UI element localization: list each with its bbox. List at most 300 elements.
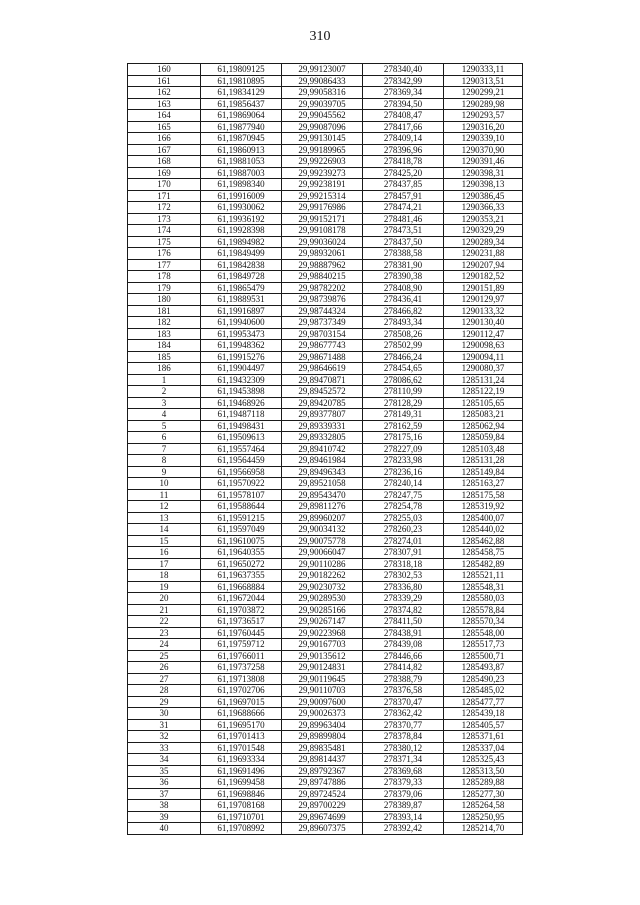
y-coordinate-cell: 1285289,88: [444, 777, 523, 789]
x-coordinate-cell: 278318,18: [363, 558, 444, 570]
x-coordinate-cell: 278388,58: [363, 248, 444, 260]
y-coordinate-cell: 1285214,70: [444, 823, 523, 835]
y-coordinate-cell: 1290353,21: [444, 213, 523, 225]
longitude-cell: 29,99226903: [282, 156, 363, 168]
table-row: [128, 708, 523, 720]
coordinates-table-body: [128, 64, 523, 835]
x-coordinate-cell: 278274,01: [363, 535, 444, 547]
point-number-cell: 175: [128, 236, 201, 248]
longitude-cell: 29,99215314: [282, 190, 363, 202]
latitude-cell: 61,19566958: [201, 466, 282, 478]
longitude-cell: 29,89452572: [282, 386, 363, 398]
point-number-cell: 166: [128, 133, 201, 145]
x-coordinate-cell: 278466,24: [363, 351, 444, 363]
x-coordinate-cell: 278307,91: [363, 547, 444, 559]
table-row: [128, 167, 523, 179]
x-coordinate-cell: 278474,21: [363, 202, 444, 214]
x-coordinate-cell: 278379,06: [363, 788, 444, 800]
latitude-cell: 61,19702706: [201, 685, 282, 697]
point-number-cell: 18: [128, 570, 201, 582]
table-row: [128, 478, 523, 490]
point-number-cell: 163: [128, 98, 201, 110]
x-coordinate-cell: 278436,41: [363, 294, 444, 306]
y-coordinate-cell: 1290182,52: [444, 271, 523, 283]
x-coordinate-cell: 278508,26: [363, 328, 444, 340]
x-coordinate-cell: 278418,78: [363, 156, 444, 168]
table-row: [128, 225, 523, 237]
table-row: [128, 282, 523, 294]
table-row: [128, 616, 523, 628]
point-number-cell: 30: [128, 708, 201, 720]
point-number-cell: 21: [128, 604, 201, 616]
longitude-cell: 29,89377807: [282, 409, 363, 421]
x-coordinate-cell: 278466,82: [363, 305, 444, 317]
point-number-cell: 24: [128, 639, 201, 651]
point-number-cell: 161: [128, 75, 201, 87]
longitude-cell: 29,89410742: [282, 443, 363, 455]
table-row: [128, 547, 523, 559]
longitude-cell: 29,89420785: [282, 397, 363, 409]
latitude-cell: 61,19597049: [201, 524, 282, 536]
table-row: [128, 581, 523, 593]
point-number-cell: 33: [128, 742, 201, 754]
latitude-cell: 61,19737258: [201, 662, 282, 674]
y-coordinate-cell: 1285477,77: [444, 696, 523, 708]
latitude-cell: 61,19870945: [201, 133, 282, 145]
y-coordinate-cell: 1290370,90: [444, 144, 523, 156]
latitude-cell: 61,19650272: [201, 558, 282, 570]
y-coordinate-cell: 1285325,43: [444, 754, 523, 766]
longitude-cell: 29,89960207: [282, 512, 363, 524]
x-coordinate-cell: 278408,47: [363, 110, 444, 122]
table-row: [128, 294, 523, 306]
x-coordinate-cell: 278370,47: [363, 696, 444, 708]
latitude-cell: 61,19916897: [201, 305, 282, 317]
table-row: [128, 512, 523, 524]
point-number-cell: 179: [128, 282, 201, 294]
point-number-cell: 167: [128, 144, 201, 156]
y-coordinate-cell: 1290293,57: [444, 110, 523, 122]
y-coordinate-cell: 1285570,34: [444, 616, 523, 628]
point-number-cell: 19: [128, 581, 201, 593]
point-number-cell: 1: [128, 374, 201, 386]
longitude-cell: 29,99152171: [282, 213, 363, 225]
latitude-cell: 61,19498431: [201, 420, 282, 432]
point-number-cell: 183: [128, 328, 201, 340]
x-coordinate-cell: 278254,78: [363, 501, 444, 513]
longitude-cell: 29,98737349: [282, 317, 363, 329]
longitude-cell: 29,89814437: [282, 754, 363, 766]
table-row: [128, 696, 523, 708]
table-row: [128, 639, 523, 651]
longitude-cell: 29,90034132: [282, 524, 363, 536]
table-row: [128, 213, 523, 225]
latitude-cell: 61,19468926: [201, 397, 282, 409]
y-coordinate-cell: 1290231,88: [444, 248, 523, 260]
table-row: [128, 179, 523, 191]
latitude-cell: 61,19487118: [201, 409, 282, 421]
x-coordinate-cell: 278128,29: [363, 397, 444, 409]
y-coordinate-cell: 1290289,98: [444, 98, 523, 110]
longitude-cell: 29,98887962: [282, 259, 363, 271]
longitude-cell: 29,90285166: [282, 604, 363, 616]
x-coordinate-cell: 278389,87: [363, 800, 444, 812]
latitude-cell: 61,19701548: [201, 742, 282, 754]
table-row: [128, 75, 523, 87]
latitude-cell: 61,19894982: [201, 236, 282, 248]
point-number-cell: 20: [128, 593, 201, 605]
latitude-cell: 61,19688666: [201, 708, 282, 720]
longitude-cell: 29,89700229: [282, 800, 363, 812]
x-coordinate-cell: 278086,62: [363, 374, 444, 386]
point-number-cell: 160: [128, 64, 201, 76]
y-coordinate-cell: 1285264,58: [444, 800, 523, 812]
table-row: [128, 731, 523, 743]
table-row: [128, 742, 523, 754]
x-coordinate-cell: 278236,16: [363, 466, 444, 478]
table-row: [128, 593, 523, 605]
point-number-cell: 6: [128, 432, 201, 444]
latitude-cell: 61,19856437: [201, 98, 282, 110]
longitude-cell: 29,90167703: [282, 639, 363, 651]
point-number-cell: 39: [128, 811, 201, 823]
x-coordinate-cell: 278408,90: [363, 282, 444, 294]
y-coordinate-cell: 1290133,32: [444, 305, 523, 317]
latitude-cell: 61,19928398: [201, 225, 282, 237]
longitude-cell: 29,89521058: [282, 478, 363, 490]
latitude-cell: 61,19672044: [201, 593, 282, 605]
longitude-cell: 29,90182262: [282, 570, 363, 582]
longitude-cell: 29,90223968: [282, 627, 363, 639]
y-coordinate-cell: 1290098,63: [444, 340, 523, 352]
longitude-cell: 29,98744324: [282, 305, 363, 317]
x-coordinate-cell: 278340,40: [363, 64, 444, 76]
y-coordinate-cell: 1285131,24: [444, 374, 523, 386]
x-coordinate-cell: 278302,53: [363, 570, 444, 582]
latitude-cell: 61,19710701: [201, 811, 282, 823]
table-row: [128, 144, 523, 156]
point-number-cell: 5: [128, 420, 201, 432]
latitude-cell: 61,19889531: [201, 294, 282, 306]
y-coordinate-cell: 1290391,46: [444, 156, 523, 168]
latitude-cell: 61,19760445: [201, 627, 282, 639]
x-coordinate-cell: 278502,99: [363, 340, 444, 352]
longitude-cell: 29,89461984: [282, 455, 363, 467]
y-coordinate-cell: 1285103,48: [444, 443, 523, 455]
y-coordinate-cell: 1285337,04: [444, 742, 523, 754]
x-coordinate-cell: 278473,51: [363, 225, 444, 237]
table-row: [128, 409, 523, 421]
table-row: [128, 236, 523, 248]
point-number-cell: 11: [128, 489, 201, 501]
x-coordinate-cell: 278414,82: [363, 662, 444, 674]
y-coordinate-cell: 1285083,21: [444, 409, 523, 421]
x-coordinate-cell: 278378,84: [363, 731, 444, 743]
x-coordinate-cell: 278369,34: [363, 87, 444, 99]
table-row: [128, 627, 523, 639]
longitude-cell: 29,98840215: [282, 271, 363, 283]
x-coordinate-cell: 278162,59: [363, 420, 444, 432]
table-row: [128, 535, 523, 547]
latitude-cell: 61,19640355: [201, 547, 282, 559]
point-number-cell: 26: [128, 662, 201, 674]
longitude-cell: 29,89332805: [282, 432, 363, 444]
y-coordinate-cell: 1285277,30: [444, 788, 523, 800]
point-number-cell: 29: [128, 696, 201, 708]
y-coordinate-cell: 1285493,87: [444, 662, 523, 674]
point-number-cell: 172: [128, 202, 201, 214]
longitude-cell: 29,89963404: [282, 719, 363, 731]
table-row: [128, 133, 523, 145]
latitude-cell: 61,19860913: [201, 144, 282, 156]
latitude-cell: 61,19948362: [201, 340, 282, 352]
table-row: [128, 156, 523, 168]
point-number-cell: 182: [128, 317, 201, 329]
longitude-cell: 29,98646619: [282, 363, 363, 375]
point-number-cell: 23: [128, 627, 201, 639]
y-coordinate-cell: 1290080,37: [444, 363, 523, 375]
longitude-cell: 29,99189965: [282, 144, 363, 156]
table-row: [128, 110, 523, 122]
latitude-cell: 61,19708168: [201, 800, 282, 812]
latitude-cell: 61,19736517: [201, 616, 282, 628]
x-coordinate-cell: 278392,42: [363, 823, 444, 835]
table-row: [128, 823, 523, 835]
point-number-cell: 181: [128, 305, 201, 317]
point-number-cell: 173: [128, 213, 201, 225]
y-coordinate-cell: 1285405,57: [444, 719, 523, 731]
longitude-cell: 29,99087096: [282, 121, 363, 133]
latitude-cell: 61,19915276: [201, 351, 282, 363]
longitude-cell: 29,89674699: [282, 811, 363, 823]
point-number-cell: 184: [128, 340, 201, 352]
point-number-cell: 31: [128, 719, 201, 731]
x-coordinate-cell: 278457,91: [363, 190, 444, 202]
longitude-cell: 29,99130145: [282, 133, 363, 145]
x-coordinate-cell: 278446,66: [363, 650, 444, 662]
latitude-cell: 61,19930062: [201, 202, 282, 214]
point-number-cell: 2: [128, 386, 201, 398]
latitude-cell: 61,19570922: [201, 478, 282, 490]
latitude-cell: 61,19713808: [201, 673, 282, 685]
table-row: [128, 570, 523, 582]
x-coordinate-cell: 278394,50: [363, 98, 444, 110]
longitude-cell: 29,98677743: [282, 340, 363, 352]
y-coordinate-cell: 1290129,97: [444, 294, 523, 306]
table-row: [128, 248, 523, 260]
y-coordinate-cell: 1290289,34: [444, 236, 523, 248]
latitude-cell: 61,19869064: [201, 110, 282, 122]
latitude-cell: 61,19953473: [201, 328, 282, 340]
latitude-cell: 61,19509613: [201, 432, 282, 444]
x-coordinate-cell: 278437,85: [363, 179, 444, 191]
x-coordinate-cell: 278369,68: [363, 765, 444, 777]
point-number-cell: 12: [128, 501, 201, 513]
longitude-cell: 29,90097600: [282, 696, 363, 708]
longitude-cell: 29,90289530: [282, 593, 363, 605]
longitude-cell: 29,89496343: [282, 466, 363, 478]
point-number-cell: 17: [128, 558, 201, 570]
x-coordinate-cell: 278362,42: [363, 708, 444, 720]
latitude-cell: 61,19701413: [201, 731, 282, 743]
y-coordinate-cell: 1285482,89: [444, 558, 523, 570]
table-row: [128, 604, 523, 616]
longitude-cell: 29,89747886: [282, 777, 363, 789]
x-coordinate-cell: 278438,91: [363, 627, 444, 639]
y-coordinate-cell: 1285175,58: [444, 489, 523, 501]
table-row: [128, 271, 523, 283]
table-row: [128, 501, 523, 513]
latitude-cell: 61,19936192: [201, 213, 282, 225]
page-number: 310: [309, 29, 331, 44]
x-coordinate-cell: 278175,16: [363, 432, 444, 444]
x-coordinate-cell: 278454,65: [363, 363, 444, 375]
y-coordinate-cell: 1285319,92: [444, 501, 523, 513]
point-number-cell: 14: [128, 524, 201, 536]
longitude-cell: 29,89724524: [282, 788, 363, 800]
latitude-cell: 61,19591215: [201, 512, 282, 524]
point-number-cell: 178: [128, 271, 201, 283]
table-row: [128, 397, 523, 409]
table-row: [128, 800, 523, 812]
y-coordinate-cell: 1285440,02: [444, 524, 523, 536]
latitude-cell: 61,19637355: [201, 570, 282, 582]
longitude-cell: 29,98671488: [282, 351, 363, 363]
table-row: [128, 777, 523, 789]
table-row: [128, 259, 523, 271]
point-number-cell: 22: [128, 616, 201, 628]
longitude-cell: 29,89470871: [282, 374, 363, 386]
y-coordinate-cell: 1285578,84: [444, 604, 523, 616]
longitude-cell: 29,90110286: [282, 558, 363, 570]
longitude-cell: 29,90267147: [282, 616, 363, 628]
y-coordinate-cell: 1290386,45: [444, 190, 523, 202]
table-row: [128, 87, 523, 99]
point-number-cell: 174: [128, 225, 201, 237]
point-number-cell: 185: [128, 351, 201, 363]
point-number-cell: 27: [128, 673, 201, 685]
x-coordinate-cell: 278336,80: [363, 581, 444, 593]
latitude-cell: 61,19668884: [201, 581, 282, 593]
longitude-cell: 29,99058316: [282, 87, 363, 99]
y-coordinate-cell: 1285490,23: [444, 673, 523, 685]
table-row: [128, 489, 523, 501]
y-coordinate-cell: 1285313,50: [444, 765, 523, 777]
x-coordinate-cell: 278342,99: [363, 75, 444, 87]
y-coordinate-cell: 1285485,02: [444, 685, 523, 697]
longitude-cell: 29,99108178: [282, 225, 363, 237]
table-row: [128, 788, 523, 800]
longitude-cell: 29,90230732: [282, 581, 363, 593]
latitude-cell: 61,19453898: [201, 386, 282, 398]
point-number-cell: 171: [128, 190, 201, 202]
y-coordinate-cell: 1290398,31: [444, 167, 523, 179]
longitude-cell: 29,89543470: [282, 489, 363, 501]
table-row: [128, 340, 523, 352]
x-coordinate-cell: 278149,31: [363, 409, 444, 421]
table-row: [128, 420, 523, 432]
y-coordinate-cell: 1290313,51: [444, 75, 523, 87]
longitude-cell: 29,89811276: [282, 501, 363, 513]
latitude-cell: 61,19766011: [201, 650, 282, 662]
longitude-cell: 29,90110703: [282, 685, 363, 697]
y-coordinate-cell: 1285458,75: [444, 547, 523, 559]
point-number-cell: 170: [128, 179, 201, 191]
point-number-cell: 13: [128, 512, 201, 524]
latitude-cell: 61,19698846: [201, 788, 282, 800]
y-coordinate-cell: 1290112,47: [444, 328, 523, 340]
longitude-cell: 29,99036024: [282, 236, 363, 248]
y-coordinate-cell: 1290339,10: [444, 133, 523, 145]
point-number-cell: 36: [128, 777, 201, 789]
longitude-cell: 29,90075778: [282, 535, 363, 547]
point-number-cell: 180: [128, 294, 201, 306]
latitude-cell: 61,19810895: [201, 75, 282, 87]
longitude-cell: 29,89607375: [282, 823, 363, 835]
table-row: [128, 351, 523, 363]
x-coordinate-cell: 278240,14: [363, 478, 444, 490]
latitude-cell: 61,19691496: [201, 765, 282, 777]
longitude-cell: 29,99239273: [282, 167, 363, 179]
longitude-cell: 29,99039705: [282, 98, 363, 110]
longitude-cell: 29,98703154: [282, 328, 363, 340]
longitude-cell: 29,89899804: [282, 731, 363, 743]
table-row: [128, 811, 523, 823]
y-coordinate-cell: 1290151,89: [444, 282, 523, 294]
x-coordinate-cell: 278247,75: [363, 489, 444, 501]
table-row: [128, 558, 523, 570]
y-coordinate-cell: 1285580,03: [444, 593, 523, 605]
table-row: [128, 685, 523, 697]
y-coordinate-cell: 1290329,29: [444, 225, 523, 237]
coordinates-table: [127, 63, 523, 835]
point-number-cell: 32: [128, 731, 201, 743]
point-number-cell: 16: [128, 547, 201, 559]
table-row: [128, 328, 523, 340]
longitude-cell: 29,99238191: [282, 179, 363, 191]
longitude-cell: 29,99045562: [282, 110, 363, 122]
x-coordinate-cell: 278260,23: [363, 524, 444, 536]
y-coordinate-cell: 1285059,84: [444, 432, 523, 444]
y-coordinate-cell: 1285149,84: [444, 466, 523, 478]
x-coordinate-cell: 278110,99: [363, 386, 444, 398]
table-row: [128, 662, 523, 674]
y-coordinate-cell: 1285400,07: [444, 512, 523, 524]
latitude-cell: 61,19432309: [201, 374, 282, 386]
y-coordinate-cell: 1285250,95: [444, 811, 523, 823]
latitude-cell: 61,19849499: [201, 248, 282, 260]
longitude-cell: 29,90119645: [282, 673, 363, 685]
point-number-cell: 7: [128, 443, 201, 455]
x-coordinate-cell: 278381,90: [363, 259, 444, 271]
y-coordinate-cell: 1290398,13: [444, 179, 523, 191]
x-coordinate-cell: 278376,58: [363, 685, 444, 697]
point-number-cell: 9: [128, 466, 201, 478]
y-coordinate-cell: 1285517,73: [444, 639, 523, 651]
latitude-cell: 61,19898340: [201, 179, 282, 191]
table-row: [128, 673, 523, 685]
point-number-cell: 176: [128, 248, 201, 260]
point-number-cell: 25: [128, 650, 201, 662]
table-row: [128, 98, 523, 110]
point-number-cell: 169: [128, 167, 201, 179]
latitude-cell: 61,19865479: [201, 282, 282, 294]
table-row: [128, 305, 523, 317]
point-number-cell: 165: [128, 121, 201, 133]
x-coordinate-cell: 278370,77: [363, 719, 444, 731]
longitude-cell: 29,90135612: [282, 650, 363, 662]
latitude-cell: 61,19564459: [201, 455, 282, 467]
